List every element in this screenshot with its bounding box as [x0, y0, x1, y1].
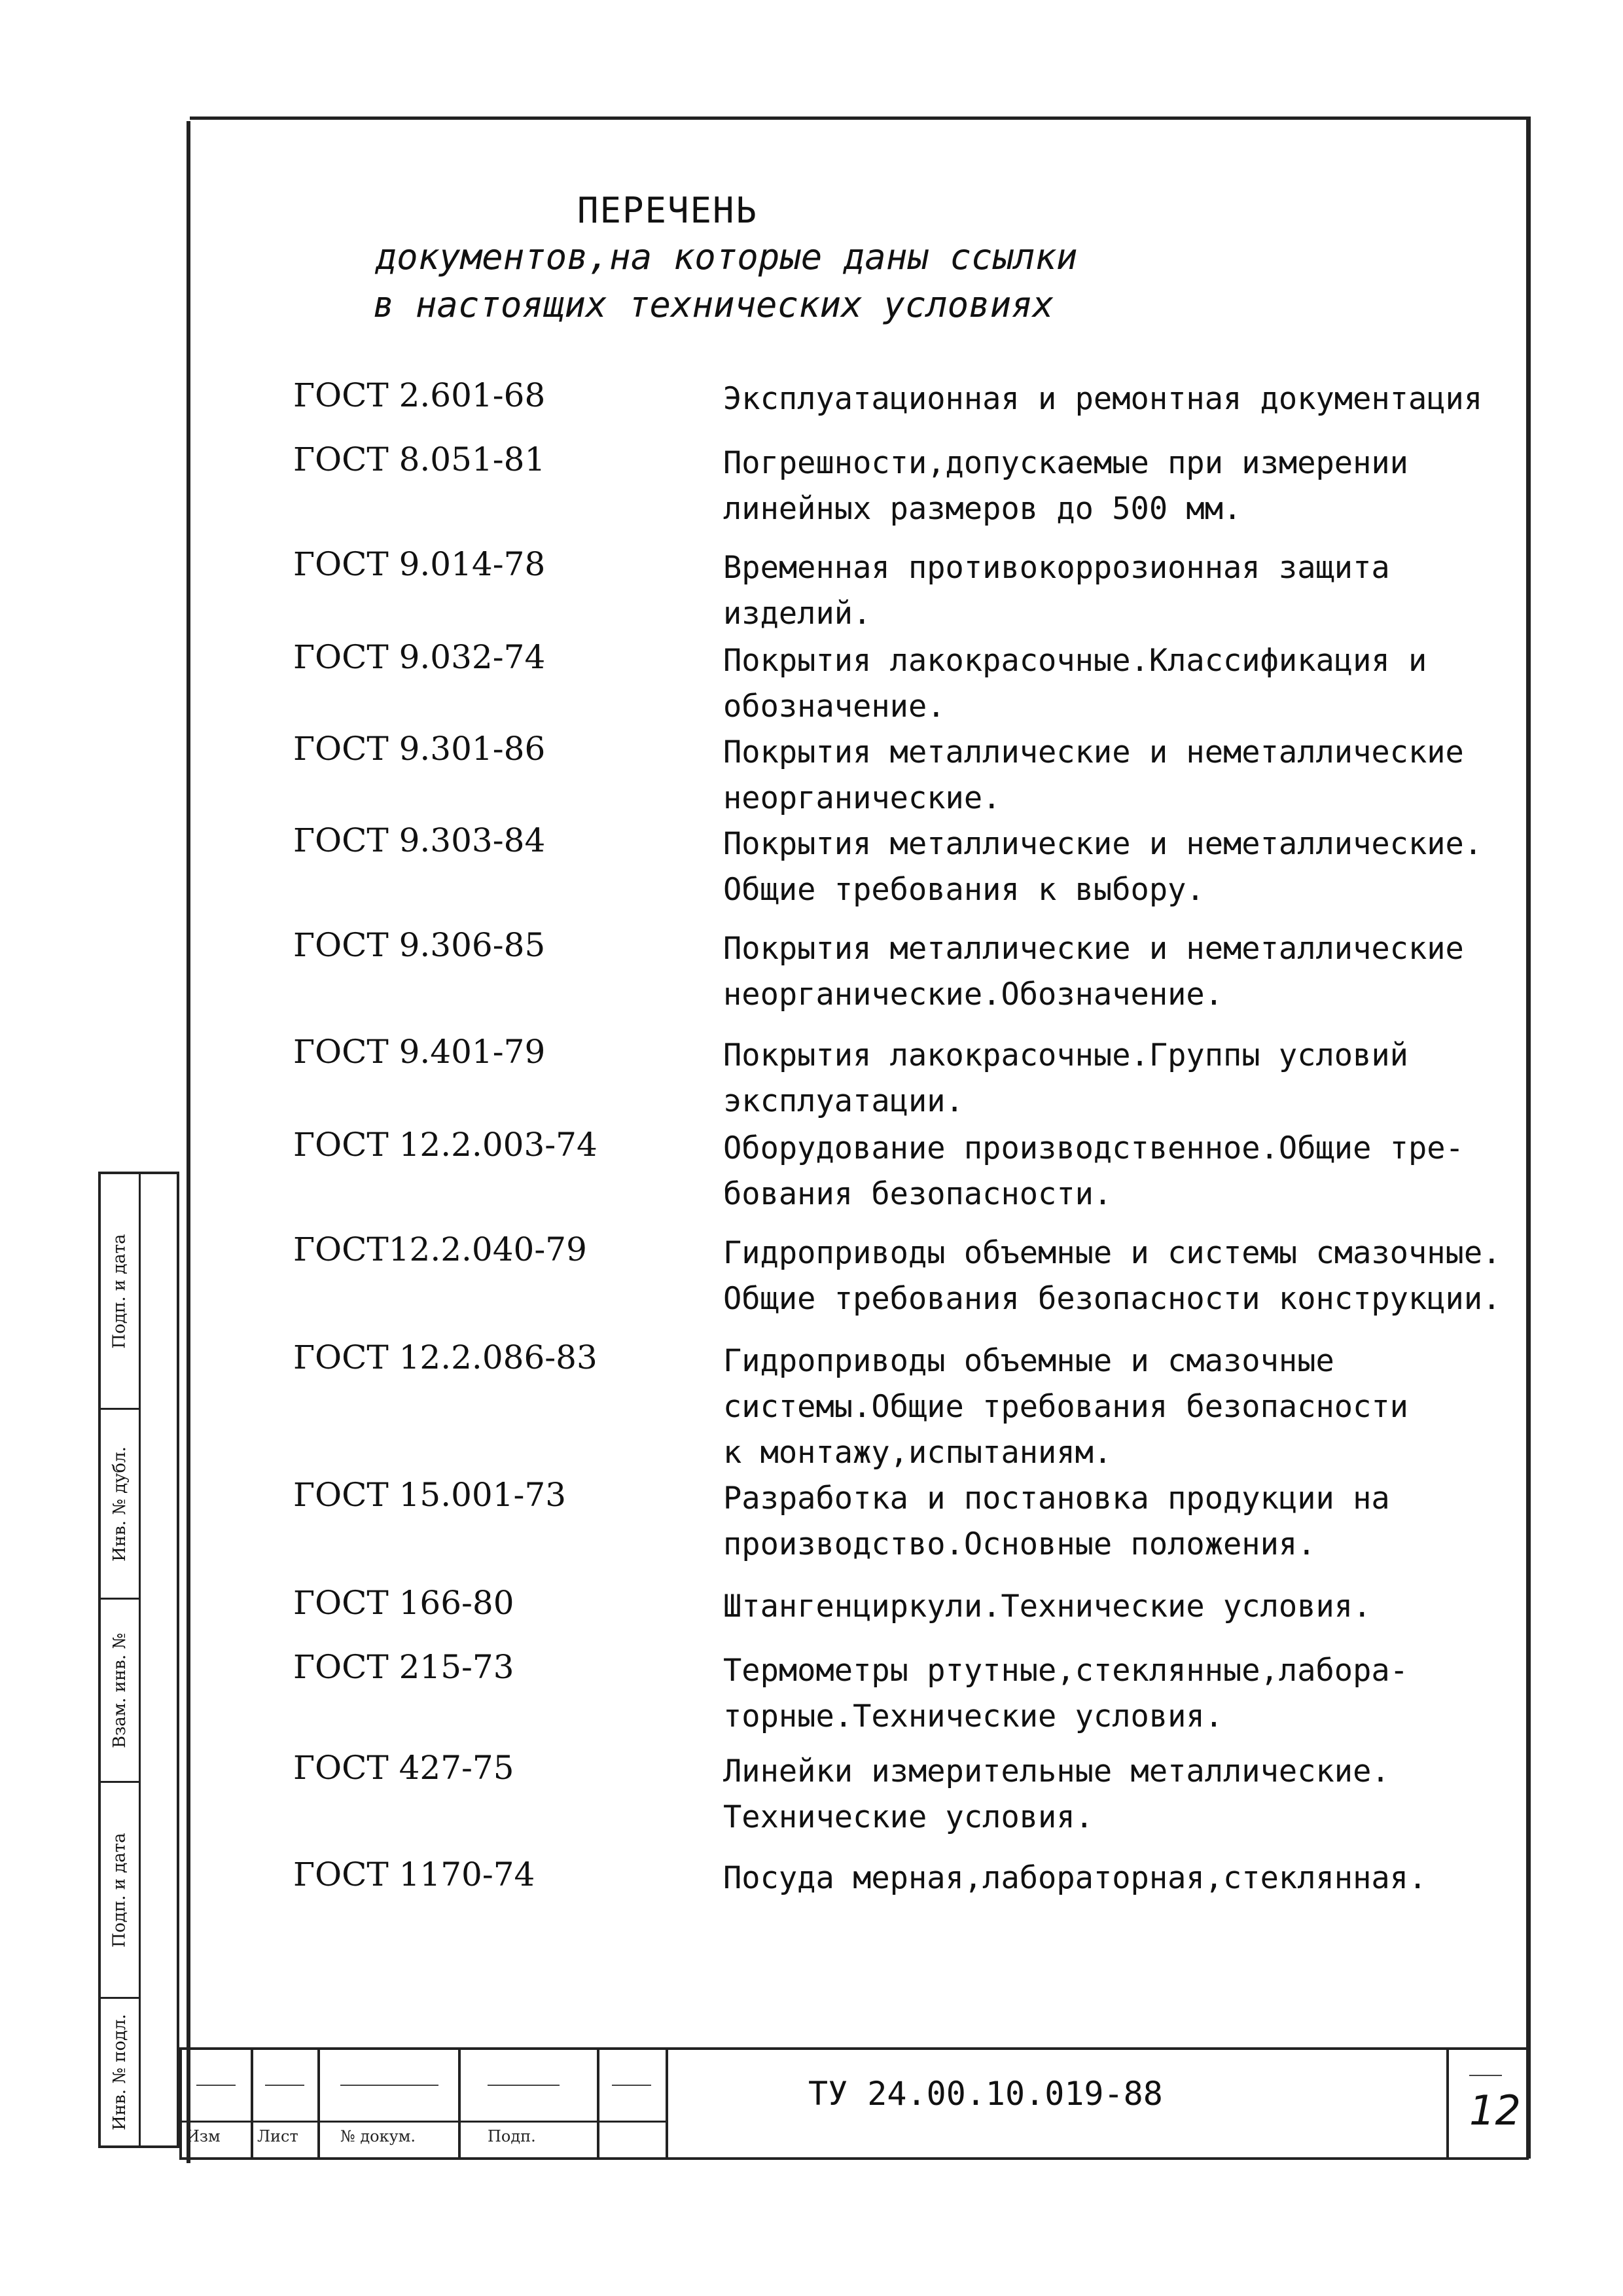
- title-block-divider: [317, 2047, 320, 2159]
- sheet-number: 12: [1469, 2087, 1521, 2134]
- title-block-divider: [458, 2047, 461, 2159]
- reference-title: Разработка и постановка продукции на производство.Основные положения.: [723, 1480, 1390, 1562]
- title-block-divider: [666, 2047, 668, 2159]
- reference-title: Покрытия лакокрасочные.Классификация и обозначение.: [723, 643, 1427, 725]
- reference-code: ГОСТ 2.601-68: [293, 376, 546, 414]
- reference-title: Посуда мерная,лабораторная,стеклянная.: [723, 1860, 1427, 1896]
- reference-code: ГОСТ 9.014-78: [293, 545, 546, 583]
- strip-divider: [139, 1174, 141, 2145]
- strip-cell-orig-inv: [101, 1999, 139, 2145]
- reference-code: ГОСТ 215-73: [293, 1648, 514, 1686]
- reference-title: Штангенциркули.Технические условия.: [723, 1588, 1372, 1624]
- strip-cell-sign-date-2: [101, 1783, 139, 1999]
- reference-title: Покрытия металлические и неметаллические неорганические.Обозначение.: [723, 931, 1464, 1013]
- reference-title: Гидроприводы объемные и системы смазочные. Общие требования безопасности конструкции.: [723, 1235, 1501, 1317]
- reference-title: Гидроприводы объемные и смазочные системы.Общие требования безопасности к монтажу,испытаниям.: [723, 1343, 1408, 1471]
- strip-cell-sign-date: [101, 1174, 139, 1410]
- heading-subtitle-line2: в настоящих технических условиях: [372, 283, 1054, 325]
- reference-code: ГОСТ12.2.040-79: [293, 1230, 587, 1268]
- heading-subtitle-line1: документов,на которые даны ссылки: [375, 236, 1078, 278]
- reference-code: ГОСТ 9.301-86: [293, 730, 546, 768]
- reference-title: Термометры ртутные,стеклянные,лабора- торные.Технические условия.: [723, 1653, 1408, 1734]
- reference-code: ГОСТ 15.001-73: [293, 1476, 567, 1514]
- title-block-dash: [1469, 2075, 1502, 2076]
- title-block-dash: [340, 2085, 438, 2086]
- title-block-dash: [612, 2085, 651, 2086]
- reference-title: Покрытия лакокрасочные.Группы условий эксплуатации.: [723, 1037, 1408, 1119]
- col-change-label: Изм: [186, 2127, 221, 2145]
- title-block-divider: [179, 2047, 182, 2159]
- strip-label: Инв. № дубл.: [110, 1446, 130, 1562]
- strip-label: Взам. инв. №: [110, 1632, 130, 1748]
- col-sign-label: Подп.: [488, 2127, 536, 2145]
- strip-cell-dup-inv: [101, 1410, 139, 1600]
- side-binding-strip: [98, 1172, 179, 2148]
- reference-title: Временная противокоррозионная защита изделий.: [723, 550, 1390, 632]
- title-block-top-border: [179, 2047, 1529, 2050]
- title-block-divider: [1446, 2047, 1449, 2159]
- title-block-dash: [196, 2085, 236, 2086]
- reference-code: ГОСТ 1170-74: [293, 1856, 535, 1893]
- reference-code: ГОСТ 9.303-84: [293, 821, 546, 859]
- strip-cell-replace-inv: [101, 1600, 139, 1783]
- title-block-divider: [251, 2047, 253, 2159]
- reference-code: ГОСТ 166-80: [293, 1584, 514, 1622]
- reference-code: ГОСТ 12.2.086-83: [293, 1338, 597, 1376]
- strip-label: Подп. и дата: [110, 1832, 130, 1948]
- document-code: ТУ 24.00.10.019-88: [808, 2075, 1163, 2113]
- reference-title: Эксплуатационная и ремонтная документация: [723, 381, 1483, 417]
- reference-code: ГОСТ 9.306-85: [293, 926, 546, 964]
- title-block-dash: [488, 2085, 560, 2086]
- reference-code: ГОСТ 427-75: [293, 1749, 514, 1787]
- reference-title: Покрытия металлические и неметаллические неорганические.: [723, 734, 1464, 816]
- reference-code: ГОСТ 12.2.003-74: [293, 1126, 597, 1164]
- title-block-dash: [265, 2085, 304, 2086]
- strip-label: Подп. и дата: [110, 1233, 130, 1349]
- col-doc-no-label: № докум.: [340, 2127, 416, 2145]
- reference-code: ГОСТ 8.051-81: [293, 440, 546, 478]
- strip-label: Инв. № подл.: [110, 2014, 130, 2130]
- reference-code: ГОСТ 9.032-74: [293, 638, 546, 676]
- reference-code: ГОСТ 9.401-79: [293, 1033, 546, 1071]
- reference-title: Оборудование производственное.Общие тре- бования безопасности.: [723, 1130, 1464, 1212]
- reference-title: Покрытия металлические и неметаллические. Общие требования к выбору.: [723, 826, 1483, 908]
- title-block-bottom-border: [179, 2157, 1529, 2160]
- reference-title: Линейки измерительные металлические. Технические условия.: [723, 1753, 1390, 1835]
- title-block-divider: [597, 2047, 599, 2159]
- col-sheet-label: Лист: [257, 2127, 298, 2145]
- reference-title: Погрешности,допускаемые при измерении линейных размеров до 500 мм.: [723, 445, 1408, 527]
- heading-title: ПЕРЕЧЕНЬ: [577, 190, 758, 231]
- title-block-row-line: [179, 2121, 666, 2123]
